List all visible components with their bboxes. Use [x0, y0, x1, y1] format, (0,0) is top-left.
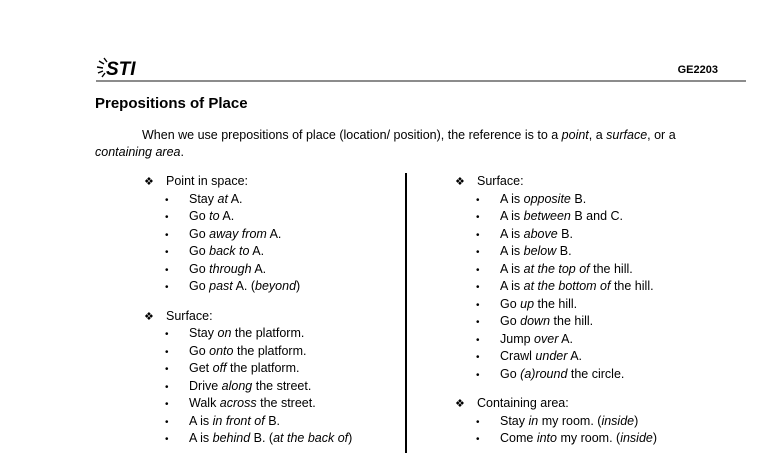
text-run: B.: [557, 226, 573, 241]
text-run: A.: [219, 209, 235, 223]
text-run: B.: [264, 413, 281, 428]
text-run: back to: [209, 244, 250, 258]
bullet-icon: •: [476, 352, 480, 363]
text-run: the platform.: [233, 343, 307, 358]
text-run: Stay: [189, 191, 218, 206]
list-item: [455, 208, 657, 226]
text-run: down: [520, 314, 551, 328]
bullet-icon: •: [165, 282, 169, 293]
bullet-icon: •: [165, 434, 169, 445]
bullet-icon: •: [476, 229, 480, 241]
text-run: ): [652, 431, 658, 445]
text-run: the platform.: [231, 326, 305, 340]
text-run: through: [209, 261, 252, 276]
bullet-icon: •: [165, 229, 169, 241]
list-item: [144, 360, 352, 378]
text-run: at the bottom of: [523, 279, 611, 293]
bullet-icon: •: [165, 194, 169, 206]
text-run: the hill.: [589, 261, 633, 276]
text-run: A.: [227, 191, 243, 206]
text-run: B. (: [250, 431, 274, 445]
text-run: Go: [189, 279, 210, 293]
text-run: the hill.: [534, 296, 578, 311]
bullet-icon: •: [476, 434, 480, 445]
text-run: in: [528, 413, 539, 428]
bullet-icon: •: [476, 264, 480, 276]
text-run: Crawl: [500, 349, 536, 363]
text-run: , or a: [647, 128, 676, 142]
section-heading-text: Surface:: [166, 308, 213, 323]
text-run: the street.: [256, 396, 316, 410]
text-run: over: [534, 331, 559, 346]
text-run: ): [296, 279, 301, 293]
text-run: B.: [556, 244, 572, 258]
list-item: [144, 413, 352, 431]
text-run: A is: [500, 226, 524, 241]
left-column: [144, 173, 352, 448]
text-run: the circle.: [567, 366, 625, 381]
list-item: [455, 331, 657, 349]
text-run: A.: [266, 226, 282, 241]
text-run: off: [212, 361, 227, 375]
text-run: (a)round: [520, 366, 568, 381]
text-run: away from: [209, 226, 267, 241]
text-run: the platform.: [226, 361, 300, 375]
page-title: Prepositions of Place: [95, 95, 248, 112]
text-run: above: [523, 226, 558, 241]
text-run: on: [217, 326, 232, 340]
bullet-icon: •: [165, 416, 169, 428]
text-run: into: [536, 431, 557, 445]
text-run: onto: [209, 343, 234, 358]
diamond-bullet-icon: ❖: [144, 176, 154, 188]
text-run: below: [523, 244, 557, 258]
list-item: [144, 243, 352, 261]
text-run: the hill.: [610, 279, 654, 293]
text-run: Come: [500, 431, 537, 445]
bullet-icon: •: [476, 416, 480, 428]
text-run: Go: [189, 209, 210, 223]
text-run: point: [561, 128, 589, 142]
intro-text: [95, 128, 676, 159]
text-run: Go: [189, 244, 210, 258]
text-run: in front of: [212, 413, 265, 428]
text-run: past: [209, 279, 233, 293]
text-run: A is: [500, 244, 524, 258]
bullet-icon: •: [165, 346, 169, 358]
text-run: When we use prepositions of place (location/ position), the reference is to a: [142, 128, 562, 142]
bullet-icon: •: [476, 369, 480, 381]
text-run: Stay: [189, 326, 218, 340]
text-run: ): [348, 431, 353, 445]
bullet-icon: •: [476, 334, 480, 346]
text-run: inside: [620, 431, 653, 445]
text-run: at the top of: [523, 261, 590, 276]
text-run: Go: [189, 343, 210, 358]
text-run: inside: [601, 413, 635, 428]
section-gap: [455, 383, 657, 395]
bullet-icon: •: [476, 247, 480, 258]
text-run: under: [535, 349, 568, 363]
bullet-icon: •: [165, 399, 169, 410]
section-heading: [144, 173, 352, 191]
text-run: Get: [189, 361, 213, 375]
list-item: [144, 278, 352, 296]
diamond-bullet-icon: ❖: [455, 176, 465, 188]
text-run: B and C.: [570, 209, 624, 223]
bullet-icon: •: [476, 194, 480, 206]
section-heading-text: Containing area:: [477, 396, 569, 410]
list-item: [144, 191, 352, 209]
list-item: [144, 208, 352, 226]
text-run: A.: [567, 349, 582, 363]
section-heading: [144, 308, 352, 326]
list-item: [455, 348, 657, 366]
bullet-icon: •: [476, 299, 480, 311]
text-run: Go: [500, 296, 521, 311]
text-run: Go: [500, 366, 521, 381]
text-run: A. (: [232, 279, 256, 293]
list-item: [455, 296, 657, 314]
text-run: A is: [500, 279, 524, 293]
bullet-icon: •: [165, 329, 169, 340]
text-run: at the back of: [273, 431, 349, 445]
section-heading: [455, 173, 657, 191]
header-rule: [96, 80, 746, 82]
text-run: Go: [189, 226, 210, 241]
list-item: [144, 261, 352, 279]
text-run: .: [180, 145, 184, 159]
list-item: [455, 430, 657, 448]
list-item: [455, 226, 657, 244]
text-run: between: [523, 209, 571, 223]
list-item: [455, 278, 657, 296]
text-run: Stay: [500, 413, 529, 428]
text-run: A is: [500, 261, 524, 276]
list-item: [455, 243, 657, 261]
text-run: B.: [570, 191, 587, 206]
bullet-icon: •: [165, 212, 169, 223]
list-item: [144, 430, 352, 448]
text-run: behind: [212, 431, 251, 445]
section-heading-text: Point in space:: [166, 174, 248, 188]
text-run: my room. (: [556, 431, 621, 445]
bullet-icon: •: [165, 247, 169, 258]
text-run: my room. (: [538, 413, 602, 428]
list-item: [455, 366, 657, 384]
text-run: A.: [558, 331, 573, 346]
list-item: [144, 343, 352, 361]
text-run: to: [209, 209, 220, 223]
list-item: [144, 378, 352, 396]
right-column: [455, 173, 657, 448]
text-run: the street.: [252, 378, 312, 393]
list-item: [455, 413, 657, 431]
svg-text:STI: STI: [106, 59, 136, 80]
list-item: [144, 226, 352, 244]
intro-paragraph: [95, 127, 720, 161]
document-code: GE2203: [677, 64, 718, 76]
text-run: Go: [500, 314, 521, 328]
text-run: opposite: [523, 191, 571, 206]
text-run: surface: [606, 128, 648, 142]
text-run: A is: [189, 413, 213, 428]
text-run: A.: [251, 261, 267, 276]
section-heading: [455, 395, 657, 413]
section-gap: [144, 296, 352, 308]
list-item: [455, 191, 657, 209]
text-run: the hill.: [550, 314, 594, 328]
bullet-icon: •: [476, 317, 480, 328]
text-run: A is: [500, 209, 524, 223]
list-item: [455, 313, 657, 331]
list-item: [144, 325, 352, 343]
text-run: at: [217, 191, 228, 206]
text-run: Jump: [500, 331, 535, 346]
text-run: Go: [189, 261, 210, 276]
list-item: [144, 395, 352, 413]
bullet-icon: •: [165, 364, 169, 375]
column-divider: [405, 173, 407, 453]
bullet-icon: •: [476, 282, 480, 293]
bullet-icon: •: [165, 264, 169, 276]
text-run: Walk: [189, 396, 220, 410]
text-run: up: [520, 296, 535, 311]
text-run: Drive: [189, 378, 222, 393]
bullet-icon: •: [165, 381, 169, 393]
list-item: [455, 261, 657, 279]
text-run: beyond: [255, 279, 297, 293]
text-run: containing area: [95, 145, 181, 159]
text-run: along: [221, 378, 253, 393]
section-heading-text: Surface:: [477, 174, 524, 188]
text-run: ): [634, 413, 639, 428]
sti-logo: [96, 56, 156, 80]
text-run: , a: [588, 128, 607, 142]
text-run: across: [219, 396, 257, 410]
diamond-bullet-icon: ❖: [144, 310, 154, 323]
bullet-icon: •: [476, 212, 480, 223]
text-run: A.: [249, 244, 265, 258]
diamond-bullet-icon: ❖: [455, 398, 465, 410]
text-run: A is: [500, 191, 524, 206]
text-run: A is: [189, 431, 213, 445]
